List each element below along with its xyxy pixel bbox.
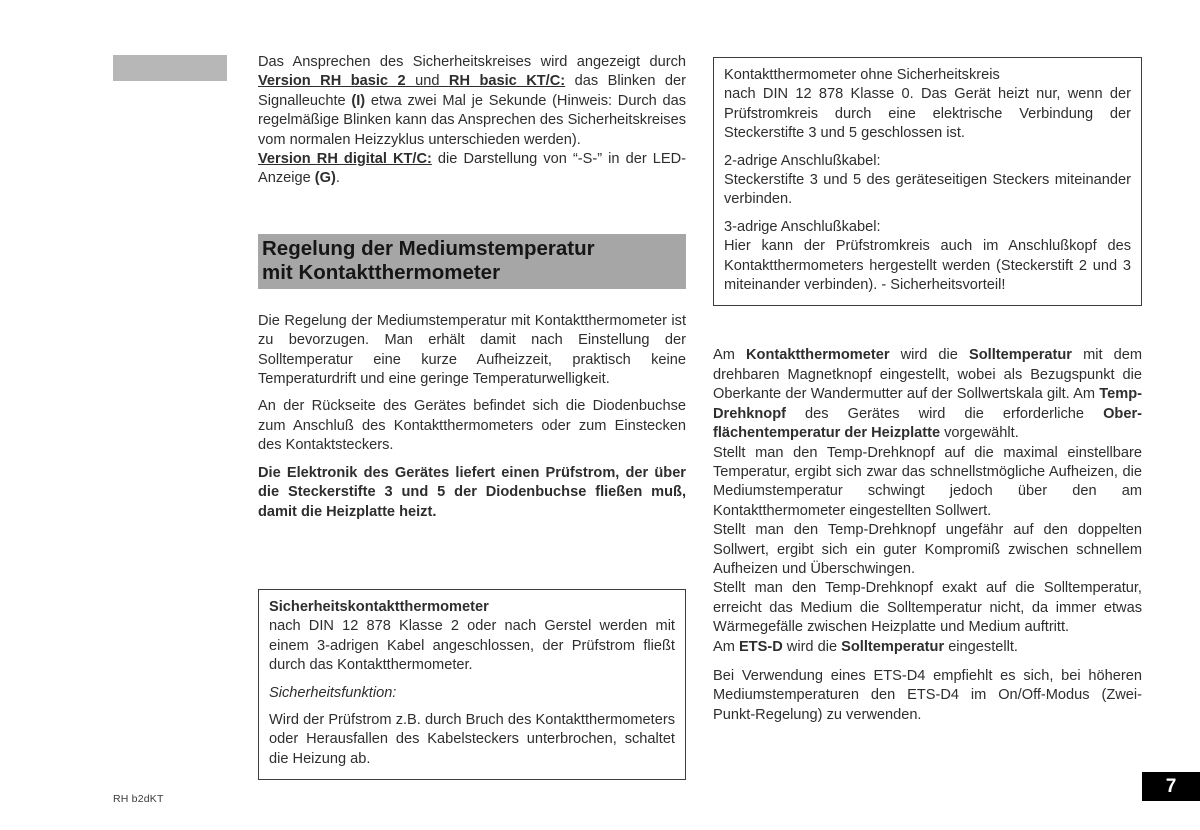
- text-run-bold: Kontaktthermometer: [745, 347, 890, 364]
- section-heading-line-2: mit Kontaktthermometer: [262, 260, 501, 284]
- text-run: wird die: [782, 638, 842, 655]
- paragraph-knob-exact-setpoint: Stellt man den Temp-Drehknopf exakt auf die Solltemperatur, erreicht das Medium die Solltemperatur nicht, da immer etwas Wärmegefälle zwischen Heizplatte und Medium auftritt.: [713, 580, 1142, 636]
- paragraph-etsd-setpoint: [713, 638, 1142, 657]
- text-run-bold: Temp-Drehknopf: [713, 386, 1142, 422]
- text-run-bold: (I): [351, 92, 366, 109]
- text-run-bold: Solltemperatur: [841, 638, 945, 655]
- text-run-bold: Ober-flächentemperatur der Heizplatte: [713, 405, 1142, 442]
- paragraph-regulation-advantages: Die Regelung der Mediumstemperatur mit Kontaktthermometer ist zu bevorzugen. Man erhält damit nach Einstellung der Solltemperatur eine kurze Aufheizzeit, praktisch keine Temperaturdrift und eine geringe Temperaturwelligkeit.: [258, 312, 686, 388]
- text-run: eingestellt.: [944, 638, 1018, 655]
- text-run-bold: Solltemperatur: [969, 347, 1072, 364]
- text-run-underline: und: [405, 73, 449, 90]
- paragraph-knob-maximum: Stellt man den Temp-Drehknopf auf die maximal einstellbare Temperatur, ergibt sich zwar das schnellstmögliche Aufheizen, die Mediumstemperatur schwingt jedoch über den am Kontaktthermometer eingestellten Sollwert.: [713, 444, 1142, 519]
- document-code: RH b2dKT: [113, 793, 164, 805]
- paragraph-diode-socket: An der Rückseite des Gerätes befindet sich die Diodenbuchse zum Anschluß des Kontaktthermometers oder zum Einstecken des Kontaktsteckers.: [258, 398, 686, 454]
- text-run-bold: Die Elektronik des Gerätes liefert einen Prüfstrom, der über die Steckerstifte 3 und 5 der Diodenbuchse fließen muß, damit die Heizplatte heizt.: [258, 464, 686, 520]
- info-box-safety-contact-thermometer: [258, 589, 686, 780]
- box-subtitle-3wire: 3-adrige Anschlußkabel:: [724, 218, 881, 235]
- paragraph-safety-circuit-indication: [258, 53, 686, 189]
- text-run: wird die: [889, 347, 969, 364]
- text-run-bold-underline: RH basic KT/C:: [448, 73, 566, 90]
- box-title: [269, 598, 675, 617]
- text-run: Am: [713, 347, 746, 364]
- box-body-2wire: Steckerstifte 3 und 5 des geräteseitigen Steckers miteinander verbinden.: [724, 172, 1131, 208]
- text-run: das Blinken der Signalleuchte: [258, 73, 687, 109]
- box-body-1: nach DIN 12 878 Klasse 2 oder nach Gerstel werden mit einem 3-adrigen Kabel angeschlossen, der Prüfstrom fließt durch das Kontaktthermometer.: [269, 618, 675, 674]
- text-run-bold: ETS-D: [738, 638, 783, 655]
- text-run-bold-underline: Version RH basic 2: [258, 73, 406, 90]
- text-run: etwa zwei Mal je Sekunde (Hinweis: Durch das regelmäßige Blinken kann das Ansprechen des Sicherheitskreises vom normalen Heizzyklus unterschieden werden).: [258, 92, 686, 148]
- text-run: des Gerätes wird die erforderliche: [785, 405, 1104, 422]
- info-box-contact-thermometer-without-safety-circuit: [713, 57, 1142, 306]
- text-run: Am: [713, 638, 739, 655]
- text-run: vorgewählt.: [940, 425, 1019, 442]
- paragraph-setpoint-adjustment: [713, 346, 1142, 443]
- box-body-2: Wird der Prüfstrom z.B. durch Bruch des Kontaktthermometers oder Herausfallen des Kabelsteckers unterbrochen, schaltet die Heizung ab.: [269, 711, 675, 767]
- text-run: die Darstellung von “-S-” in der LED-Anzeige: [258, 151, 687, 187]
- text-run: Das Ansprechen des Sicherheitskreises wird angezeigt durch: [258, 54, 686, 70]
- right-column: [713, 57, 1142, 725]
- section-heading-line-1: Regelung der Mediumstemperatur: [262, 236, 595, 260]
- box-line-title: Kontaktthermometer ohne Sicherheitskreis: [724, 67, 1000, 83]
- section-tab-marker: [113, 55, 227, 81]
- text-run: mit dem drehbaren Magnetknopf eingestellt, wobei als Bezugspunkt die Oberkante der Wandermutter auf der Sollwertskala gilt. Am: [713, 347, 1143, 403]
- box-body-klasse0: nach DIN 12 878 Klasse 0. Das Gerät heizt nur, wenn der Prüfstromkreis durch eine elektrische Verbindung der Steckerstifte 3 und 5 geschlossen ist.: [724, 86, 1131, 142]
- paragraph-etsd4-recommendation: Bei Verwendung eines ETS-D4 empfiehlt es sich, bei höheren Mediumstemperaturen den ETS-D4 im On/Off-Modus (Zwei-Punkt-Regelung) zu verwenden.: [713, 667, 1142, 723]
- box-body-3wire: Hier kann der Prüfstromkreis auch im Anschlußkopf des Kontaktthermometers hergestellt werden (Steckerstift 2 und 3 miteinander verbinden). - Sicherheitsvorteil!: [724, 238, 1131, 294]
- text-run-bold: (G): [314, 170, 336, 187]
- section-heading: [258, 234, 686, 289]
- text-run-bold: Sicherheitskontaktthermometer: [269, 598, 489, 615]
- paragraph-knob-double-setpoint: Stellt man den Temp-Drehknopf ungefähr auf den doppelten Sollwert, ergibt sich ein guter Kompromiß zwischen schnellem Aufheizen und Überschwingen.: [713, 522, 1142, 577]
- box-subtitle-safety-function: Sicherheitsfunktion:: [269, 684, 397, 701]
- box-subtitle-2wire: 2-adrige Anschlußkabel:: [724, 152, 881, 169]
- left-column: [258, 53, 686, 780]
- text-run-bold-underline: Version RH digital KT/C:: [258, 151, 432, 168]
- paragraph-test-current: [258, 464, 686, 522]
- page-number-badge: 7: [1142, 772, 1200, 801]
- text-run: .: [335, 170, 340, 187]
